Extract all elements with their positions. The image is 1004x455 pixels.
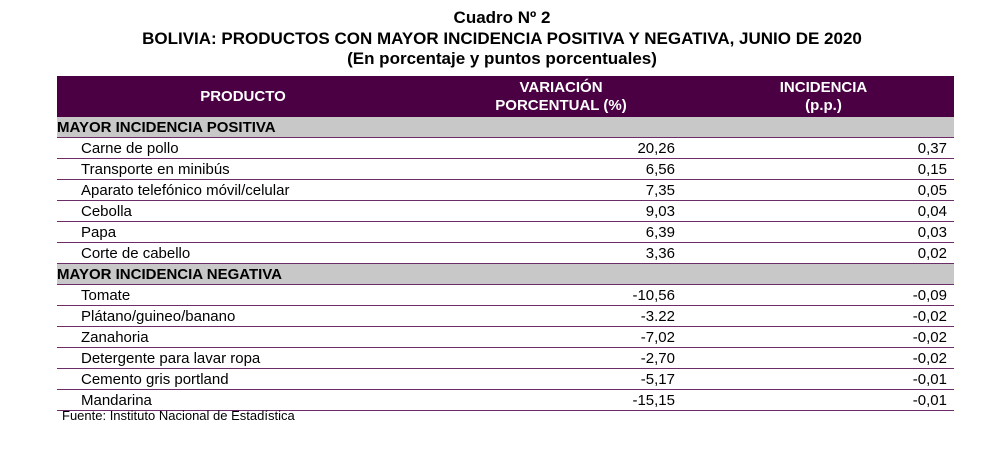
table-row [57,306,954,327]
table-row [57,138,954,159]
incidence-cell: 0,04 [693,201,954,222]
variation-cell: 20,26 [429,138,693,159]
incidence-cell: 0,15 [693,159,954,180]
section-label: MAYOR INCIDENCIA POSITIVA [57,117,954,138]
header-product: PRODUCTO [57,76,429,117]
section-label: MAYOR INCIDENCIA NEGATIVA [57,264,954,285]
variation-cell: 9,03 [429,201,693,222]
variation-cell: -5,17 [429,369,693,390]
incidence-cell: -0,01 [693,390,954,411]
product-cell: Corte de cabello [57,243,429,264]
table-row [57,327,954,348]
incidence-cell: 0,02 [693,243,954,264]
data-table [57,76,954,411]
table-title-block [0,8,1004,68]
variation-cell: -3.22 [429,306,693,327]
variation-cell: -2,70 [429,348,693,369]
table-row [57,285,954,306]
variation-cell: 3,36 [429,243,693,264]
source-note: Fuente: Instituto Nacional de Estadística [62,408,295,423]
product-cell: Transporte en minibús [57,159,429,180]
product-cell: Cemento gris portland [57,369,429,390]
incidence-cell: 0,05 [693,180,954,201]
section-header-negative [57,264,954,285]
table-row [57,201,954,222]
section-header-positive [57,117,954,138]
table-row [57,180,954,201]
product-cell: Zanahoria [57,327,429,348]
product-cell: Mandarina [57,390,429,411]
product-cell: Papa [57,222,429,243]
incidence-cell: 0,03 [693,222,954,243]
header-incidence: INCIDENCIA (p.p.) [693,76,954,117]
incidence-cell: -0,02 [693,327,954,348]
table-row [57,369,954,390]
variation-cell: -10,56 [429,285,693,306]
product-cell: Tomate [57,285,429,306]
incidence-cell: -0,02 [693,306,954,327]
table-title: BOLIVIA: PRODUCTOS CON MAYOR INCIDENCIA POSITIVA Y NEGATIVA, JUNIO DE 2020 [142,29,862,48]
product-cell: Detergente para lavar ropa [57,348,429,369]
table-row [57,348,954,369]
variation-cell: 6,39 [429,222,693,243]
incidence-cell: -0,02 [693,348,954,369]
product-cell: Cebolla [57,201,429,222]
incidence-cell: -0,09 [693,285,954,306]
variation-cell: -7,02 [429,327,693,348]
table-row [57,159,954,180]
header-variation: VARIACIÓN PORCENTUAL (%) [429,76,693,117]
table-row [57,222,954,243]
variation-cell: 6,56 [429,159,693,180]
table-subtitle: (En porcentaje y puntos porcentuales) [347,49,657,68]
product-cell: Aparato telefónico móvil/celular [57,180,429,201]
variation-cell: 7,35 [429,180,693,201]
incidence-cell: -0,01 [693,369,954,390]
incidence-cell: 0,37 [693,138,954,159]
table-row [57,243,954,264]
product-cell: Carne de pollo [57,138,429,159]
header-row [57,76,954,117]
product-cell: Plátano/guineo/banano [57,306,429,327]
table-number: Cuadro Nº 2 [453,8,551,27]
variation-cell: -15,15 [429,390,693,411]
